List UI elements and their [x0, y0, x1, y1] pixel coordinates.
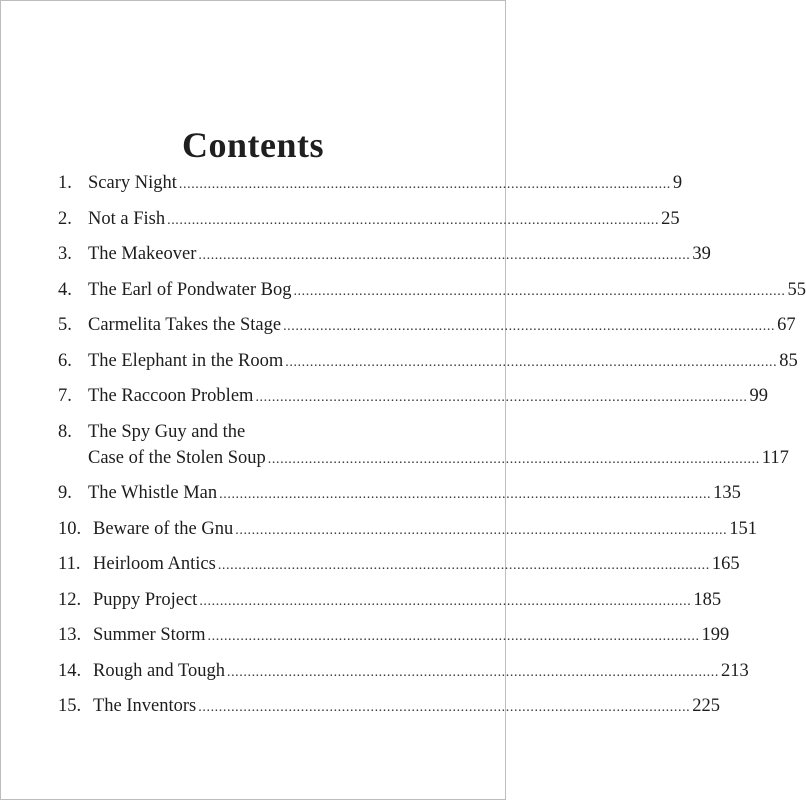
- dot-leader: ........................................................................................................................: [235, 522, 728, 538]
- chapter-title: Puppy Project: [93, 589, 198, 610]
- chapter-text: [93, 658, 749, 686]
- chapter-title: The Makeover: [88, 244, 197, 264]
- chapter-title: Summer Storm: [93, 625, 206, 645]
- chapter-title: Scary Night: [88, 173, 177, 193]
- page-number: 85: [779, 350, 798, 371]
- dot-leader: ........................................................................................................................: [199, 593, 692, 609]
- chapter-number: 10.: [58, 518, 82, 539]
- toc-entry: [58, 170, 683, 198]
- toc-entry: [58, 241, 711, 269]
- page-number: 55: [787, 279, 806, 300]
- chapter-title: The Inventors: [93, 696, 197, 716]
- toc-entry: [58, 383, 768, 411]
- toc-entry: [58, 658, 749, 686]
- toc-entry: [58, 277, 806, 305]
- toc-entry: [58, 587, 722, 615]
- dot-leader: ........................................................................................................................: [255, 390, 748, 405]
- dot-leader: ........................................................................................................................: [285, 354, 778, 370]
- chapter-number: 3.: [58, 244, 72, 264]
- chapter-text: [88, 480, 741, 508]
- chapter-title-line: [88, 241, 711, 269]
- dot-leader: ........................................................................................................................: [226, 664, 719, 680]
- chapter-title: The Elephant in the Room: [88, 350, 284, 371]
- chapter-text: [88, 383, 768, 411]
- chapter-text: [88, 277, 806, 305]
- chapter-title: Rough and Tough: [93, 660, 225, 681]
- chapter-text: [93, 693, 721, 721]
- chapter-text: [93, 587, 722, 615]
- chapter-title-line: [93, 622, 730, 650]
- chapter-text: [88, 170, 683, 198]
- page-number: 213: [720, 660, 749, 681]
- toc-entry: [58, 312, 796, 340]
- chapter-number: 9.: [58, 483, 72, 503]
- page-number: 99: [749, 386, 768, 406]
- chapter-number: 13.: [58, 625, 82, 645]
- chapter-title: The Whistle Man: [88, 483, 218, 503]
- chapter-number: 7.: [58, 386, 72, 406]
- dot-leader: ........................................................................................................................: [283, 319, 776, 334]
- page-number: 165: [711, 554, 740, 574]
- chapter-number: 8.: [58, 421, 72, 442]
- toc-entry: [58, 693, 721, 721]
- chapter-title: The Raccoon Problem: [88, 386, 254, 406]
- dot-leader: ........................................................................................................................: [198, 248, 691, 263]
- chapter-title-line: [88, 419, 470, 445]
- chapter-title-line: [88, 383, 768, 411]
- page-number: 151: [729, 518, 757, 539]
- toc-entry: [58, 622, 730, 650]
- chapter-title-line: [93, 693, 721, 721]
- chapter-text: [93, 551, 740, 579]
- dot-leader: ........................................................................................................................: [178, 177, 671, 192]
- page-number: 225: [692, 696, 721, 716]
- chapter-number: 5.: [58, 315, 72, 335]
- page-number: 9: [672, 173, 683, 193]
- dot-leader: ........................................................................................................................: [167, 212, 660, 228]
- chapter-text: [88, 206, 680, 234]
- page-number: 135: [713, 483, 741, 503]
- dot-leader: ........................................................................................................................: [217, 558, 710, 573]
- dot-leader: ........................................................................................................................: [293, 283, 786, 299]
- page-number: 117: [761, 447, 789, 468]
- chapter-text: [88, 312, 796, 340]
- chapter-number: 14.: [58, 660, 82, 681]
- chapter-title: Not a Fish: [88, 208, 166, 229]
- page-title: Contents: [181, 125, 324, 166]
- toc-entry: [58, 551, 740, 579]
- page-number: 25: [661, 208, 680, 229]
- chapter-number: 12.: [58, 589, 82, 610]
- chapter-title: Case of the Stolen Soup: [88, 447, 266, 468]
- dot-leader: ........................................................................................................................: [267, 451, 760, 467]
- chapter-text: [88, 419, 789, 473]
- chapter-number: 1.: [58, 173, 72, 193]
- chapter-title-line: [93, 516, 757, 544]
- dot-leader: ........................................................................................................................: [207, 629, 700, 644]
- page-number: 185: [693, 589, 722, 610]
- chapter-title-line: [88, 480, 741, 508]
- dot-leader: ........................................................................................................................: [198, 700, 691, 715]
- chapter-title-line: [88, 206, 680, 234]
- table-of-contents: [58, 170, 806, 729]
- chapter-text: [93, 622, 730, 650]
- chapter-text: [93, 516, 757, 544]
- chapter-number: 6.: [58, 350, 72, 371]
- chapter-number: 15.: [58, 696, 82, 716]
- chapter-number: 2.: [58, 208, 72, 229]
- chapter-number: 11.: [58, 554, 81, 574]
- chapter-title: Beware of the Gnu: [93, 518, 234, 539]
- chapter-title: Carmelita Takes the Stage: [88, 315, 282, 335]
- chapter-title-line: [88, 170, 683, 198]
- page-number: 67: [777, 315, 796, 335]
- chapter-title-line: [88, 348, 798, 376]
- toc-entry: [58, 348, 798, 376]
- chapter-title: Heirloom Antics: [93, 554, 216, 574]
- chapter-title: The Spy Guy and the: [88, 421, 246, 442]
- chapter-title-line: [88, 445, 789, 473]
- chapter-number: 4.: [58, 279, 72, 300]
- toc-entry: [58, 516, 757, 544]
- chapter-title-line: [93, 658, 749, 686]
- chapter-text: [88, 348, 798, 376]
- page-number: 39: [692, 244, 711, 264]
- chapter-title-line: [88, 277, 806, 305]
- toc-entry: [58, 206, 680, 234]
- dot-leader: ........................................................................................................................: [219, 487, 712, 502]
- chapter-title-line: [88, 312, 796, 340]
- chapter-title-line: [93, 587, 722, 615]
- toc-entry: [58, 480, 741, 508]
- toc-entry: [58, 419, 789, 473]
- chapter-title-line: [93, 551, 740, 579]
- chapter-title: The Earl of Pondwater Bog: [88, 279, 292, 300]
- chapter-text: [88, 241, 711, 269]
- page-number: 199: [701, 625, 730, 645]
